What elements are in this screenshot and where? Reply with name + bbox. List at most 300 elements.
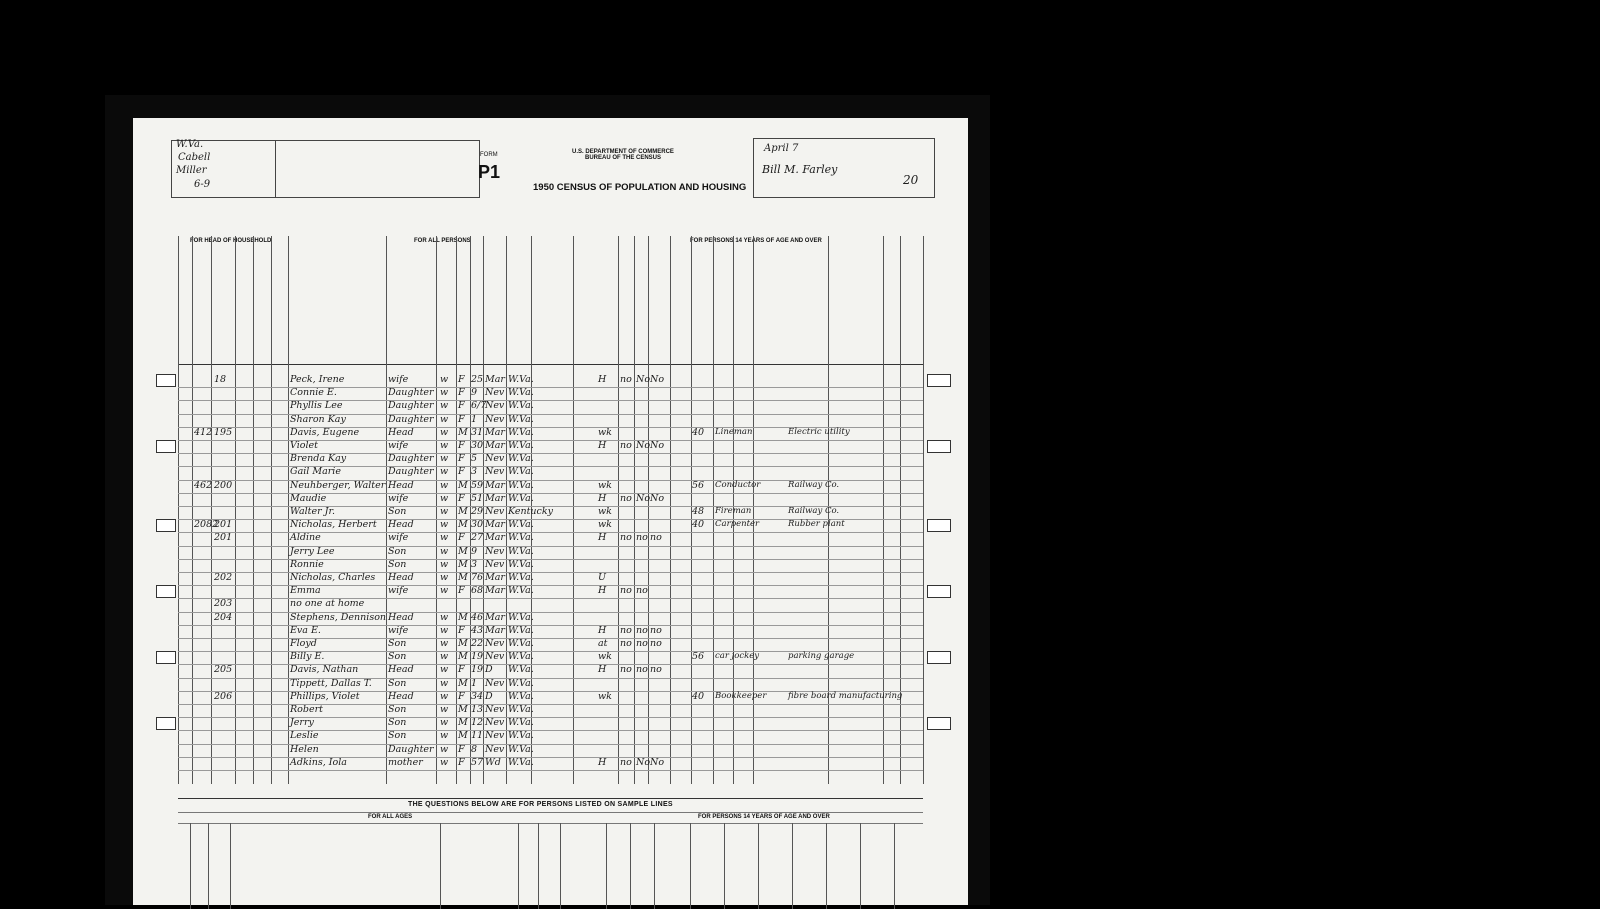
cell-mar: Nev (485, 704, 505, 715)
sample-lines-section (178, 798, 923, 909)
cell-sex: F (458, 756, 465, 768)
sample-line-marker (156, 585, 176, 598)
cell-age: 34 (471, 690, 484, 702)
cell-sex: F (458, 400, 465, 412)
ed-number-value: 6-9 (194, 179, 211, 190)
cell-age: 1 (471, 413, 478, 425)
table-row (178, 625, 923, 639)
cell-rel: Head (388, 572, 414, 583)
cell-sex: F (458, 453, 465, 465)
cell-sex: F (458, 585, 465, 597)
cell-sex: F (458, 440, 465, 451)
cell-num: 202 (214, 572, 233, 583)
cell-mar: Mar (485, 624, 505, 636)
cell-birth: W.Va. (508, 704, 534, 715)
table-row (178, 691, 923, 705)
cell-age: 68 (471, 585, 484, 597)
cell-name: Eva E. (290, 624, 321, 636)
cell-work: U (598, 572, 607, 583)
cell-birth: W.Va. (508, 638, 534, 649)
cell-race: w (440, 387, 449, 399)
cell-work: at (598, 638, 608, 649)
cell-work: wk (598, 690, 612, 702)
cell-age: 3 (471, 466, 478, 478)
cell-q2: no (636, 638, 648, 649)
cell-num: 201 (214, 519, 233, 531)
cell-name: Jerry Lee (290, 545, 335, 557)
table-row (178, 664, 923, 678)
cell-age: 30 (471, 519, 484, 531)
cell-addr: 412 (194, 426, 213, 438)
cell-q2: No (636, 756, 651, 768)
cell-race: w (440, 690, 449, 702)
cell-work: H (598, 492, 607, 504)
form-number: P1 (478, 162, 501, 182)
cell-rel: Daughter (388, 400, 434, 412)
cell-ind: Electric utility (788, 426, 850, 437)
cell-age: 43 (471, 624, 484, 636)
table-row (178, 559, 923, 573)
cell-rel: Son (388, 558, 407, 570)
table-row (178, 598, 923, 612)
census-title: 1950 CENSUS OF POPULATION AND HOUSING (533, 182, 747, 193)
cell-birth: W.Va. (508, 677, 534, 689)
cell-hrs: 56 (692, 479, 705, 491)
cell-hrs: 48 (692, 506, 705, 517)
cell-work: H (598, 374, 607, 385)
cell-mar: Nev (485, 413, 505, 425)
cell-q1: no (620, 532, 632, 544)
table-row (178, 506, 923, 520)
cell-sex: F (458, 374, 465, 385)
cell-ind: Railway Co. (788, 506, 840, 516)
cell-mar: Mar (485, 479, 505, 491)
sheet-number: 20 (903, 173, 919, 187)
cell-sex: M (458, 479, 468, 491)
cell-name: Ronnie (290, 558, 324, 570)
cell-name: Walter Jr. (290, 506, 335, 517)
cell-age: 11 (471, 730, 484, 742)
cell-race: w (440, 756, 449, 768)
cell-mar: Mar (485, 585, 505, 597)
cell-name: Helen (290, 743, 319, 755)
table-row (178, 546, 923, 560)
cell-occ: Conductor (715, 479, 761, 490)
cell-birth: W.Va. (508, 690, 534, 702)
form-title-block (478, 146, 748, 198)
cell-addr: 462 (194, 479, 213, 491)
sample-line-marker (156, 717, 176, 730)
cell-name: Nicholas, Herbert (290, 519, 377, 531)
cell-sex: M (458, 545, 468, 557)
cell-race: w (440, 466, 449, 478)
cell-num: 204 (214, 611, 233, 623)
cell-name: Brenda Kay (290, 453, 347, 465)
cell-q2: no (636, 664, 648, 676)
cell-mar: D (485, 664, 493, 676)
cell-rel: Daughter (388, 387, 434, 399)
cell-work: H (598, 756, 607, 768)
cell-ind: parking garage (788, 651, 855, 662)
cell-occ: car jockey (715, 651, 760, 662)
cell-sex: M (458, 506, 468, 517)
cell-name: no one at home (290, 598, 365, 610)
cell-name: Phyllis Lee (290, 400, 343, 412)
table-row (178, 374, 923, 388)
state-value: W.Va. (176, 139, 204, 150)
table-row (178, 400, 923, 414)
cell-age: 3 (471, 558, 478, 570)
cell-rel: Daughter (388, 466, 434, 478)
cell-age: 19 (471, 651, 484, 663)
cell-age: 5 (471, 453, 478, 465)
cell-age: 12 (471, 717, 484, 729)
cell-birth: W.Va. (508, 572, 534, 583)
cell-sex: F (458, 624, 465, 636)
cell-sex: F (458, 690, 465, 702)
cell-mar: Nev (485, 466, 505, 478)
cell-age: 22 (471, 638, 484, 649)
cell-name: Jerry (290, 717, 314, 729)
cell-num: 18 (214, 374, 227, 385)
cell-age: 59 (471, 479, 484, 491)
cell-q1: no (620, 664, 632, 676)
cell-race: w (440, 651, 449, 663)
table-row (178, 651, 923, 665)
cell-hrs: 40 (692, 519, 705, 531)
cell-name: Maudie (290, 492, 327, 504)
cell-work: H (598, 440, 607, 451)
cell-birth: W.Va. (508, 387, 534, 399)
cell-mar: Nev (485, 638, 505, 649)
cell-work: H (598, 585, 607, 597)
cell-age: 46 (471, 611, 484, 623)
cell-rel: Son (388, 638, 407, 649)
cell-rel: Head (388, 426, 414, 438)
table-row (178, 493, 923, 507)
cell-mar: Mar (485, 572, 505, 583)
cell-rel: Head (388, 479, 414, 491)
cell-sex: M (458, 572, 468, 583)
cell-race: w (440, 426, 449, 438)
sample-line-marker (156, 651, 176, 664)
table-row (178, 453, 923, 467)
household-heading: FOR HEAD OF HOUSEHOLD (190, 238, 272, 244)
cell-occ: Carpenter (715, 519, 760, 530)
cell-rel: Head (388, 519, 414, 531)
cell-race: w (440, 519, 449, 531)
table-row (178, 612, 923, 626)
cell-rel: Son (388, 704, 407, 715)
cell-race: w (440, 677, 449, 689)
cell-num: 206 (214, 690, 233, 702)
cell-q3: no (650, 624, 662, 636)
cell-rel: wife (388, 624, 409, 636)
cell-q3: no (650, 664, 662, 676)
cell-num: 205 (214, 664, 233, 676)
cell-age: 29 (471, 506, 484, 517)
cell-hrs: 56 (692, 651, 705, 663)
cell-name: Nicholas, Charles (290, 572, 376, 583)
table-row (178, 757, 923, 771)
cell-sex: F (458, 492, 465, 504)
cell-sex: M (458, 677, 468, 689)
cell-birth: W.Va. (508, 440, 534, 451)
cell-ind: Rubber plant (788, 519, 845, 530)
cell-race: w (440, 492, 449, 504)
cell-work: H (598, 624, 607, 636)
cell-rel: Daughter (388, 413, 434, 425)
cell-sex: M (458, 717, 468, 729)
cell-mar: D (485, 690, 493, 702)
cell-ind: Railway Co. (788, 479, 840, 490)
cell-age: 25 (471, 374, 484, 385)
cell-rel: Head (388, 611, 414, 623)
cell-age: 8 (471, 743, 478, 755)
cell-race: w (440, 440, 449, 451)
cell-work: wk (598, 506, 612, 517)
cell-mar: Wd (485, 756, 501, 768)
cell-birth: W.Va. (508, 558, 534, 570)
cell-name: Leslie (290, 730, 319, 742)
cell-q2: no (636, 532, 648, 544)
cell-age: 9 (471, 545, 478, 557)
cell-num: 203 (214, 598, 233, 610)
cell-birth: W.Va. (508, 374, 534, 385)
cell-work: wk (598, 426, 612, 438)
cell-rel: Son (388, 545, 407, 557)
all-persons-heading: FOR ALL PERSONS (414, 238, 471, 244)
cell-birth: W.Va. (508, 532, 534, 544)
sample-line-marker-right (927, 585, 951, 598)
cell-age: 19 (471, 664, 484, 676)
township-value: Miller (176, 165, 207, 176)
cell-sex: M (458, 558, 468, 570)
bottom-over14-heading: FOR PERSONS 14 YEARS OF AGE AND OVER (698, 814, 830, 820)
cell-sex: M (458, 519, 468, 531)
cell-race: w (440, 532, 449, 544)
cell-mar: Nev (485, 730, 505, 742)
cell-age: 27 (471, 532, 484, 544)
cell-name: Aldine (290, 532, 321, 544)
cell-name: Billy E. (290, 651, 325, 663)
sample-line-marker-right (927, 519, 951, 532)
table-row (178, 387, 923, 401)
enumerator-block (753, 138, 935, 198)
table-row (178, 585, 923, 599)
sample-line-marker-right (927, 717, 951, 730)
cell-rel: Daughter (388, 743, 434, 755)
cell-sex: M (458, 704, 468, 715)
table-row (178, 744, 923, 758)
cell-rel: Head (388, 690, 414, 702)
cell-q2: No (636, 374, 651, 385)
cell-rel: Son (388, 730, 407, 742)
cell-mar: Nev (485, 743, 505, 755)
cell-race: w (440, 572, 449, 583)
cell-birth: W.Va. (508, 545, 534, 557)
enumerator-value: Bill M. Farley (762, 163, 838, 176)
cell-birth: W.Va. (508, 492, 534, 504)
address-block (274, 140, 480, 198)
cell-hrs: 40 (692, 426, 705, 438)
sample-line-marker-right (927, 440, 951, 453)
cell-mar: Mar (485, 519, 505, 531)
cell-sex: M (458, 426, 468, 438)
cell-addr: 2082 (194, 519, 219, 531)
cell-rel: Daughter (388, 453, 434, 465)
cell-rel: Son (388, 717, 407, 729)
cell-q1: no (620, 440, 632, 451)
cell-race: w (440, 506, 449, 517)
cell-rel: wife (388, 585, 409, 597)
cell-q1: no (620, 492, 632, 504)
cell-birth: W.Va. (508, 611, 534, 623)
cell-sex: M (458, 730, 468, 742)
cell-race: w (440, 374, 449, 385)
cell-q2: no (636, 624, 648, 636)
cell-name: Davis, Nathan (290, 664, 359, 676)
census-sheet (133, 118, 968, 905)
cell-birth: W.Va. (508, 413, 534, 425)
cell-birth: W.Va. (508, 519, 534, 531)
cell-hrs: 40 (692, 690, 705, 702)
cell-mar: Mar (485, 440, 505, 451)
table-row (178, 480, 923, 494)
cell-q3: No (650, 756, 665, 768)
cell-birth: W.Va. (508, 730, 534, 742)
cell-num: 200 (214, 479, 233, 491)
cell-race: w (440, 558, 449, 570)
cell-rel: Son (388, 651, 407, 663)
cell-race: w (440, 624, 449, 636)
census-entries (178, 236, 923, 784)
cell-occ: Lineman (715, 426, 753, 437)
cell-race: w (440, 704, 449, 715)
cell-name: Tippett, Dallas T. (290, 677, 372, 689)
cell-name: Floyd (290, 638, 317, 649)
cell-work: wk (598, 519, 612, 531)
cell-mar: Nev (485, 400, 505, 412)
cell-work: H (598, 664, 607, 676)
cell-birth: W.Va. (508, 479, 534, 491)
table-row (178, 414, 923, 428)
cell-sex: F (458, 664, 465, 676)
cell-sex: F (458, 387, 465, 399)
cell-race: w (440, 400, 449, 412)
cell-rel: wife (388, 374, 409, 385)
cell-mar: Nev (485, 717, 505, 729)
cell-age: 30 (471, 440, 484, 451)
cell-sex: M (458, 651, 468, 663)
cell-age: 31 (471, 426, 484, 438)
sample-line-marker (156, 519, 176, 532)
cell-birth: W.Va. (508, 624, 534, 636)
cell-mar: Nev (485, 387, 505, 399)
cell-rel: wife (388, 492, 409, 504)
cell-q3: No (650, 374, 665, 385)
cell-birth: W.Va. (508, 466, 534, 478)
cell-race: w (440, 664, 449, 676)
cell-q2: No (636, 440, 651, 451)
cell-birth: W.Va. (508, 756, 534, 768)
cell-rel: wife (388, 532, 409, 544)
cell-sex: F (458, 413, 465, 425)
cell-birth: W.Va. (508, 743, 534, 755)
sample-line-marker (156, 374, 176, 387)
cell-mar: Nev (485, 677, 505, 689)
table-row (178, 717, 923, 731)
cell-name: Connie E. (290, 387, 337, 399)
form-label: FORM (480, 152, 498, 158)
cell-race: w (440, 585, 449, 597)
cell-mar: Mar (485, 532, 505, 544)
for-all-ages-heading: FOR ALL AGES (368, 814, 413, 820)
cell-birth: W.Va. (508, 664, 534, 676)
cell-work: wk (598, 651, 612, 663)
cell-work: H (598, 532, 607, 544)
cell-race: w (440, 638, 449, 649)
cell-birth: W.Va. (508, 651, 534, 663)
department-label: U.S. DEPARTMENT OF COMMERCE BUREAU OF THE CENSUS (572, 149, 674, 161)
cell-age: 6/7 (471, 400, 487, 412)
cell-occ: Bookkeeper (715, 690, 767, 701)
cell-mar: Mar (485, 492, 505, 504)
cell-q1: no (620, 756, 632, 768)
table-row (178, 440, 923, 454)
cell-race: w (440, 453, 449, 465)
cell-race: w (440, 743, 449, 755)
over14-heading: FOR PERSONS 14 YEARS OF AGE AND OVER (690, 238, 822, 244)
sample-line-marker-right (927, 374, 951, 387)
cell-mar: Nev (485, 651, 505, 663)
cell-age: 76 (471, 572, 484, 583)
cell-q3: No (650, 492, 665, 504)
cell-rel: mother (388, 756, 423, 768)
cell-sex: F (458, 532, 465, 544)
table-row (178, 678, 923, 692)
cell-race: w (440, 717, 449, 729)
cell-rel: Head (388, 664, 414, 676)
cell-work: wk (598, 479, 612, 491)
table-row (178, 466, 923, 480)
county-value: Cabell (178, 152, 211, 163)
table-row (178, 730, 923, 744)
cell-race: w (440, 730, 449, 742)
sample-lines-heading: THE QUESTIONS BELOW ARE FOR PERSONS LISTED ON SAMPLE LINES (408, 801, 673, 808)
cell-birth: W.Va. (508, 585, 534, 597)
cell-mar: Mar (485, 426, 505, 438)
cell-num: 195 (214, 426, 233, 438)
table-row (178, 638, 923, 652)
cell-name: Peck, Irene (290, 374, 345, 385)
cell-birth: W.Va. (508, 400, 534, 412)
cell-name: Robert (290, 704, 323, 715)
cell-mar: Nev (485, 453, 505, 465)
cell-q3: no (650, 638, 662, 649)
cell-rel: Son (388, 677, 407, 689)
cell-age: 13 (471, 704, 484, 715)
cell-q1: no (620, 374, 632, 385)
cell-num: 201 (214, 532, 233, 544)
cell-name: Gail Marie (290, 466, 341, 478)
cell-q3: No (650, 440, 665, 451)
table-row (178, 704, 923, 718)
cell-mar: Nev (485, 558, 505, 570)
cell-rel: wife (388, 440, 409, 451)
cell-name: Emma (290, 585, 321, 597)
cell-q1: no (620, 638, 632, 649)
